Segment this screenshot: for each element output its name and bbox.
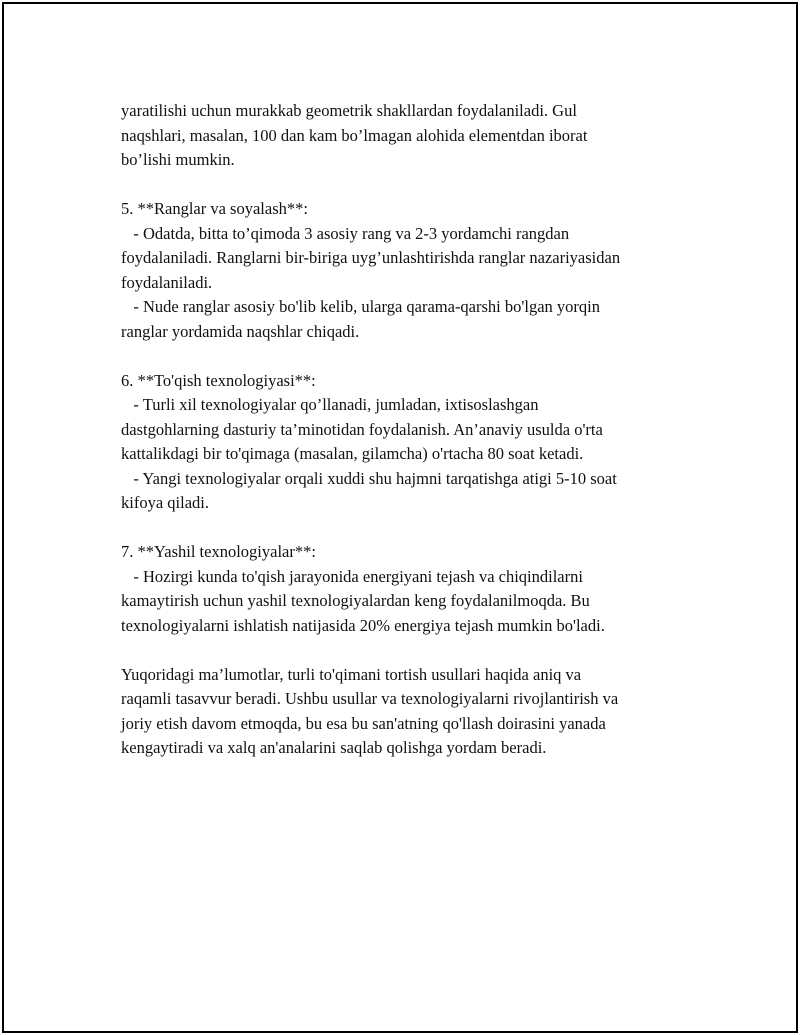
text-line: texnologiyalarni ishlatish natijasida 20% energiya tejash mumkin bo'ladi. xyxy=(121,615,605,635)
text-line: - Odatda, bitta to’qimoda 3 asosiy rang va 2-3 yordamchi rangdan xyxy=(121,223,570,243)
section-6-toqish xyxy=(121,369,681,516)
paragraph-spacer xyxy=(121,516,681,541)
text-line: foydalaniladi. xyxy=(121,272,213,292)
section-heading: 7. **Yashil texnologiyalar**: xyxy=(121,542,316,561)
text-line: bo’lishi mumkin. xyxy=(121,150,235,169)
text-line: - Nude ranglar asosiy bo'lib kelib, ularga qarama-qarshi bo'lgan yorqin xyxy=(121,297,600,316)
section-heading: 6. **To'qish texnologiyasi**: xyxy=(121,370,316,390)
document-body xyxy=(121,99,681,761)
text-line: naqshlari, masalan, 100 dan kam bo’lmagan alohida elementdan iborat xyxy=(121,125,588,145)
text-line: kengaytiradi va xalq an'analarini saqlab qolishga yordam beradi. xyxy=(121,738,547,757)
section-5-ranglar xyxy=(121,197,681,344)
text-line: ranglar yordamida naqshlar chiqadi. xyxy=(121,321,360,341)
text-line: - Hozirgi kunda to'qish jarayonida energiyani tejash va chiqindilarni xyxy=(121,566,583,586)
text-line: Yuqoridagi ma’lumotlar, turli to'qimani tortish usullari haqida aniq va xyxy=(121,664,582,684)
text-line: - Yangi texnologiyalar orqali xuddi shu hajmni tarqatishga atigi 5-10 soat xyxy=(121,468,617,488)
text-line: foydalaniladi. Ranglarni bir-biriga uyg’unlashtirishda ranglar nazariyasidan xyxy=(121,248,621,267)
paragraph-spacer xyxy=(121,638,681,663)
section-7-yashil xyxy=(121,540,681,638)
conclusion-paragraph xyxy=(121,663,681,761)
text-line: kifoya qiladi. xyxy=(121,493,209,512)
text-line: joriy etish davom etmoqda, bu esa bu san'atning qo'llash doirasini yanada xyxy=(121,713,606,733)
paragraph-spacer xyxy=(121,344,681,369)
text-line: kamaytirish uchun yashil texnologiyalardan keng foydalanilmoqda. Bu xyxy=(121,591,590,610)
intro-paragraph xyxy=(121,99,681,173)
text-line: dastgohlarning dasturiy ta’minotidan foydalanish. An’anaviy usulda o'rta xyxy=(121,419,603,439)
page-border xyxy=(2,2,798,1033)
text-line: raqamli tasavvur beradi. Ushbu usullar va texnologiyalarni rivojlantirish va xyxy=(121,689,619,708)
text-line: - Turli xil texnologiyalar qo’llanadi, jumladan, ixtisoslashgan xyxy=(121,395,539,414)
paragraph-spacer xyxy=(121,173,681,198)
text-line: yaratilishi uchun murakkab geometrik shakllardan foydalaniladi. Gul xyxy=(121,101,577,120)
section-heading: 5. **Ranglar va soyalash**: xyxy=(121,199,308,218)
text-line: kattalikdagi bir to'qimaga (masalan, gilamcha) o'rtacha 80 soat ketadi. xyxy=(121,444,584,463)
